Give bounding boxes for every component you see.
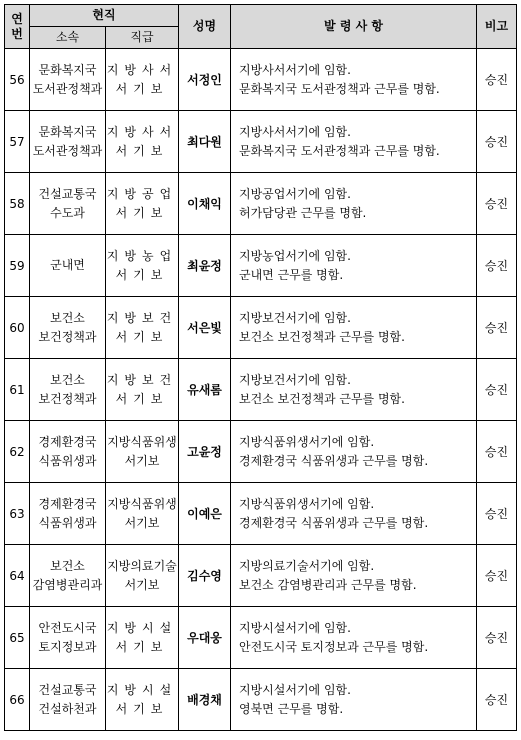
order-cell xyxy=(231,235,477,297)
note-cell: 승진 xyxy=(477,545,517,607)
dept-cell xyxy=(30,173,106,235)
order-line-2: 보건소 보건정책과 근무를 명함. xyxy=(239,391,405,406)
order-cell xyxy=(231,297,477,359)
seq-cell: 57 xyxy=(5,111,30,173)
dept-line-1: 보건소 xyxy=(50,558,85,573)
dept-line-2: 감염병관리과 xyxy=(32,577,103,592)
order-line-1: 지방시설서기에 임함. xyxy=(239,620,351,635)
dept-cell xyxy=(30,545,106,607)
header-name: 성명 xyxy=(179,5,231,49)
dept-cell xyxy=(30,297,106,359)
grade-line-2: 서기보 xyxy=(115,391,169,406)
grade-line-2: 서기보 xyxy=(115,81,169,96)
dept-cell xyxy=(30,111,106,173)
order-line-2: 안전도시국 토지정보과 근무를 명함. xyxy=(239,639,429,654)
dept-cell xyxy=(30,483,106,545)
note-cell: 승진 xyxy=(477,49,517,111)
table-row xyxy=(5,669,517,731)
grade-line-2: 서기보 xyxy=(124,577,160,592)
order-cell xyxy=(231,49,477,111)
grade-line-1: 지방사서 xyxy=(106,124,178,139)
seq-cell: 56 xyxy=(5,49,30,111)
grade-cell xyxy=(106,483,179,545)
grade-line-2: 서기보 xyxy=(115,329,169,344)
dept-line-2: 도서관정책과 xyxy=(32,81,103,96)
order-cell xyxy=(231,669,477,731)
table-row xyxy=(5,173,517,235)
seq-cell: 66 xyxy=(5,669,30,731)
grade-line-2: 서기보 xyxy=(115,701,169,716)
dept-line-2: 건설하천과 xyxy=(38,701,97,716)
grade-line-1: 지방의료기술 xyxy=(107,558,177,573)
grade-line-2: 서기보 xyxy=(115,143,169,158)
order-line-2: 영북면 근무를 명함. xyxy=(239,701,344,716)
seq-cell: 64 xyxy=(5,545,30,607)
grade-cell xyxy=(106,669,179,731)
grade-line-2: 서기보 xyxy=(124,515,160,530)
dept-cell xyxy=(30,359,106,421)
header-seq xyxy=(5,5,30,49)
order-line-1: 지방식품위생서기에 임함. xyxy=(239,434,375,449)
name-cell: 서은빛 xyxy=(179,297,231,359)
table-row xyxy=(5,297,517,359)
order-line-1: 지방농업서기에 임함. xyxy=(239,248,351,263)
table-row xyxy=(5,235,517,297)
dept-line-1: 경제환경국 xyxy=(38,496,97,511)
name-cell: 최윤정 xyxy=(179,235,231,297)
grade-line-1: 지방식품위생 xyxy=(107,496,177,511)
table-row xyxy=(5,545,517,607)
order-line-2: 경제환경국 식품위생과 근무를 명함. xyxy=(239,515,429,530)
seq-cell: 60 xyxy=(5,297,30,359)
note-cell: 승진 xyxy=(477,173,517,235)
grade-line-2: 서기보 xyxy=(124,453,160,468)
order-cell xyxy=(231,421,477,483)
order-line-2: 문화복지국 도서관정책과 근무를 명함. xyxy=(239,143,440,158)
note-cell: 승진 xyxy=(477,359,517,421)
dept-line-1: 건설교통국 xyxy=(38,682,97,697)
personnel-order-table xyxy=(4,4,517,731)
name-cell: 유새롬 xyxy=(179,359,231,421)
order-line-2: 경제환경국 식품위생과 근무를 명함. xyxy=(239,453,429,468)
seq-cell: 65 xyxy=(5,607,30,669)
grade-cell xyxy=(106,607,179,669)
name-cell: 김수영 xyxy=(179,545,231,607)
header-current-post: 현직 xyxy=(30,5,179,27)
grade-line-1: 지방시설 xyxy=(106,620,178,635)
header-seq-label: 연번 xyxy=(11,11,23,41)
grade-line-2: 서기보 xyxy=(115,205,169,220)
dept-cell xyxy=(30,421,106,483)
name-cell: 배경채 xyxy=(179,669,231,731)
table-row xyxy=(5,359,517,421)
grade-cell xyxy=(106,421,179,483)
note-cell: 승진 xyxy=(477,297,517,359)
note-cell: 승진 xyxy=(477,421,517,483)
order-cell xyxy=(231,359,477,421)
order-line-2: 보건소 보건정책과 근무를 명함. xyxy=(239,329,405,344)
name-cell: 우대웅 xyxy=(179,607,231,669)
dept-cell xyxy=(30,607,106,669)
order-line-1: 지방의료기술서기에 임함. xyxy=(239,558,375,573)
note-cell: 승진 xyxy=(477,607,517,669)
name-cell: 최다원 xyxy=(179,111,231,173)
order-line-2: 허가담당관 근무를 명함. xyxy=(239,205,367,220)
header-grade: 직급 xyxy=(106,27,179,49)
order-cell xyxy=(231,545,477,607)
order-line-1: 지방사서서기에 임함. xyxy=(239,62,351,77)
order-line-2: 군내면 근무를 명함. xyxy=(239,267,344,282)
order-cell xyxy=(231,111,477,173)
table-header xyxy=(5,5,517,49)
dept-line-1: 문화복지국 xyxy=(38,124,97,139)
table-row xyxy=(5,111,517,173)
dept-line-1: 안전도시국 xyxy=(38,620,97,635)
grade-line-1: 지방보건 xyxy=(106,372,178,387)
dept-line-1: 경제환경국 xyxy=(38,434,97,449)
grade-cell xyxy=(106,49,179,111)
header-order: 발 령 사 항 xyxy=(231,5,477,49)
note-cell: 승진 xyxy=(477,483,517,545)
header-dept: 소속 xyxy=(30,27,106,49)
grade-line-1: 지방농업 xyxy=(106,248,178,263)
note-cell: 승진 xyxy=(477,235,517,297)
order-line-2: 문화복지국 도서관정책과 근무를 명함. xyxy=(239,81,440,96)
grade-line-1: 지방시설 xyxy=(106,682,178,697)
name-cell: 이예은 xyxy=(179,483,231,545)
dept-line-1: 건설교통국 xyxy=(38,186,97,201)
table-body xyxy=(5,49,517,731)
order-line-1: 지방보건서기에 임함. xyxy=(239,372,351,387)
grade-cell xyxy=(106,297,179,359)
dept-line-1: 문화복지국 xyxy=(38,62,97,77)
dept-line-2: 토지정보과 xyxy=(38,639,97,654)
seq-cell: 63 xyxy=(5,483,30,545)
order-line-1: 지방보건서기에 임함. xyxy=(239,310,351,325)
table-row xyxy=(5,483,517,545)
grade-line-2: 서기보 xyxy=(115,639,169,654)
grade-cell xyxy=(106,111,179,173)
dept-line-2: 수도과 xyxy=(50,205,85,220)
dept-line-2: 도서관정책과 xyxy=(32,143,103,158)
grade-cell xyxy=(106,545,179,607)
header-note: 비고 xyxy=(477,5,517,49)
order-line-1: 지방시설서기에 임함. xyxy=(239,682,351,697)
grade-cell xyxy=(106,359,179,421)
grade-cell xyxy=(106,173,179,235)
grade-line-1: 지방공업 xyxy=(106,186,178,201)
seq-cell: 61 xyxy=(5,359,30,421)
dept-line-1: 보건소 xyxy=(50,372,85,387)
note-cell: 승진 xyxy=(477,669,517,731)
order-cell xyxy=(231,173,477,235)
name-cell: 고윤정 xyxy=(179,421,231,483)
note-cell: 승진 xyxy=(477,111,517,173)
dept-cell xyxy=(30,49,106,111)
grade-line-2: 서기보 xyxy=(115,267,169,282)
dept-cell xyxy=(30,235,106,297)
grade-line-1: 지방사서 xyxy=(106,62,178,77)
order-line-2: 보건소 감염병관리과 근무를 명함. xyxy=(239,577,417,592)
grade-line-1: 지방보건 xyxy=(106,310,178,325)
dept-line-1: 군내면 xyxy=(50,258,85,272)
seq-cell: 58 xyxy=(5,173,30,235)
order-cell xyxy=(231,607,477,669)
seq-cell: 59 xyxy=(5,235,30,297)
dept-line-2: 식품위생과 xyxy=(38,453,97,468)
grade-cell xyxy=(106,235,179,297)
dept-line-2: 식품위생과 xyxy=(38,515,97,530)
dept-line-2: 보건정책과 xyxy=(38,391,97,406)
order-cell xyxy=(231,483,477,545)
table-row xyxy=(5,421,517,483)
table-row xyxy=(5,49,517,111)
name-cell: 이채익 xyxy=(179,173,231,235)
name-cell: 서정인 xyxy=(179,49,231,111)
order-line-1: 지방식품위생서기에 임함. xyxy=(239,496,375,511)
order-line-1: 지방공업서기에 임함. xyxy=(239,186,351,201)
table-row xyxy=(5,607,517,669)
seq-cell: 62 xyxy=(5,421,30,483)
grade-line-1: 지방식품위생 xyxy=(107,434,177,449)
dept-cell xyxy=(30,669,106,731)
dept-line-1: 보건소 xyxy=(50,310,85,325)
dept-line-2: 보건정책과 xyxy=(38,329,97,344)
order-line-1: 지방사서서기에 임함. xyxy=(239,124,351,139)
